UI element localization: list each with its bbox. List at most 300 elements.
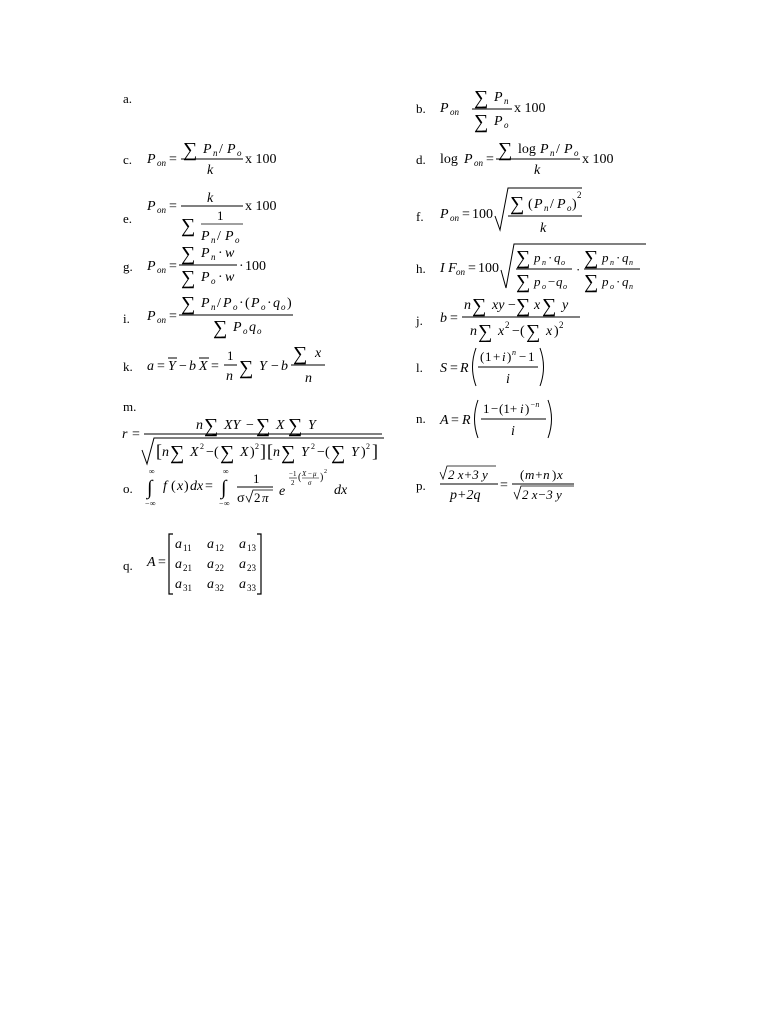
formula-j-exp2: 2 bbox=[559, 320, 564, 330]
matrix-cell-33: a bbox=[239, 577, 246, 592]
svg-text:·: · bbox=[616, 250, 621, 265]
svg-text:(: ( bbox=[245, 296, 250, 311]
formula-i-num4: q bbox=[273, 296, 280, 311]
svg-text:−: − bbox=[512, 324, 520, 339]
formula-p-num: 2 x+3 y bbox=[448, 467, 488, 482]
formula-d-num-sub: n bbox=[550, 148, 555, 158]
svg-text:·: · bbox=[239, 296, 244, 311]
formula-f-num-sub: n bbox=[544, 203, 549, 213]
svg-text:=: = bbox=[486, 152, 494, 167]
formula-e-inner-den: P bbox=[201, 229, 210, 244]
svg-text:(: ( bbox=[528, 197, 533, 212]
formula-d bbox=[438, 136, 628, 181]
formula-c bbox=[145, 136, 285, 181]
item-label-d: d. bbox=[416, 152, 426, 167]
formula-o-e: e bbox=[279, 484, 286, 499]
formula-c-num: P bbox=[203, 142, 212, 157]
formula-g-num-dot: · bbox=[218, 246, 223, 261]
formula-l-den: i bbox=[506, 372, 510, 387]
formula-h-dq2-sub: n bbox=[629, 282, 633, 291]
formula-e-inner-num: 1 bbox=[217, 208, 224, 223]
formula-p-den: p+2q bbox=[450, 488, 481, 503]
formula-d-tail: x 100 bbox=[582, 152, 614, 167]
item-label-o: o. bbox=[123, 481, 133, 496]
matrix-cell-23: a bbox=[239, 557, 246, 572]
formula-l-exp: n bbox=[512, 348, 516, 357]
formula-e-sum: ∑ bbox=[181, 215, 196, 237]
formula-g bbox=[145, 240, 275, 290]
formula-g-lhs-sub: on bbox=[157, 265, 166, 275]
svg-text:∑: ∑ bbox=[239, 357, 254, 379]
matrix-q bbox=[175, 537, 257, 593]
formula-g-dot: · bbox=[239, 259, 244, 274]
formula-i-num4-sub: o bbox=[281, 302, 286, 312]
formula-g-num-sub: n bbox=[211, 252, 216, 262]
svg-text:): ) bbox=[184, 479, 189, 494]
formula-h-sum2: ∑ bbox=[516, 271, 531, 293]
formula-b-num-sub: n bbox=[504, 96, 509, 106]
formula-h-q2: q bbox=[622, 250, 629, 265]
svg-text:): ) bbox=[554, 324, 559, 339]
formula-o-two: 2 bbox=[254, 490, 261, 505]
svg-text:σ: σ bbox=[308, 479, 312, 487]
svg-text:∑: ∑ bbox=[293, 343, 308, 365]
formula-f-sum: ∑ bbox=[510, 193, 525, 215]
formula-o-mu: μ bbox=[313, 470, 317, 478]
formula-c-lhs-sub: on bbox=[157, 158, 166, 168]
svg-text:−: − bbox=[145, 499, 150, 508]
formula-m-den-n1: n bbox=[162, 445, 169, 460]
formula-f-den: k bbox=[540, 221, 547, 236]
svg-text:2: 2 bbox=[311, 442, 315, 451]
formula-l-i: i bbox=[502, 349, 506, 364]
svg-text:=: = bbox=[169, 199, 177, 214]
formula-o-dx2: dx bbox=[334, 483, 348, 498]
formula-i-num2-sub: o bbox=[233, 302, 238, 312]
svg-text:∑: ∑ bbox=[220, 442, 235, 464]
formula-h-d1: p bbox=[534, 274, 541, 289]
formula-m-den-X: X bbox=[190, 445, 199, 460]
formula-f-num: P bbox=[534, 197, 543, 212]
svg-text:∞: ∞ bbox=[150, 499, 156, 508]
formula-e bbox=[145, 188, 285, 246]
formula-e-lhs: P bbox=[147, 199, 156, 214]
svg-text:(: ( bbox=[520, 324, 525, 339]
svg-text:·: · bbox=[267, 296, 272, 311]
formula-n-lhs: A bbox=[440, 413, 449, 428]
formula-p-rnum-x: x bbox=[557, 467, 563, 482]
svg-text:·: · bbox=[548, 250, 553, 265]
formula-b-den-sum: ∑ bbox=[474, 111, 489, 133]
svg-text:−: − bbox=[308, 470, 312, 478]
svg-text:/: / bbox=[550, 197, 554, 212]
formula-o-int2: ∫ bbox=[221, 477, 227, 499]
formula-c-tail: x 100 bbox=[245, 152, 277, 167]
item-label-b: b. bbox=[416, 101, 426, 116]
formula-f-exp: 2 bbox=[577, 190, 582, 200]
svg-text:(: ( bbox=[480, 349, 485, 364]
formula-m-den-Y: Y bbox=[301, 445, 309, 460]
formula-m-num-Y: Y bbox=[308, 418, 316, 433]
matrix-cell-sub-13: 13 bbox=[247, 543, 256, 553]
formula-g-den-w: w bbox=[225, 270, 235, 285]
formula-n bbox=[438, 396, 558, 442]
formula-d-lhs-sub: on bbox=[474, 158, 483, 168]
svg-text:=: = bbox=[169, 259, 177, 274]
matrix-cell-11: a bbox=[175, 537, 182, 552]
svg-text:(: ( bbox=[520, 467, 525, 482]
formula-g-den: P bbox=[201, 270, 210, 285]
formula-h-coef: 100 bbox=[478, 261, 499, 276]
matrix-cell-32: a bbox=[207, 577, 214, 592]
svg-text:·: · bbox=[616, 274, 621, 289]
formula-o-one: 1 bbox=[253, 471, 260, 486]
formula-c-num2-sub: o bbox=[237, 148, 242, 158]
item-label-g: g. bbox=[123, 259, 133, 274]
svg-text:∑: ∑ bbox=[204, 415, 219, 437]
formula-h-n2-sub: n bbox=[610, 258, 614, 267]
item-label-p: p. bbox=[416, 478, 426, 493]
formula-k-b: b bbox=[189, 359, 196, 374]
formula-i-den2: q bbox=[249, 320, 256, 335]
item-label-j: j. bbox=[416, 313, 423, 328]
formula-m-num-X: X bbox=[276, 418, 285, 433]
svg-text:=: = bbox=[205, 479, 213, 494]
matrix-cell-sub-22: 22 bbox=[215, 563, 224, 573]
svg-text:=: = bbox=[157, 359, 165, 374]
formula-i-num2: P bbox=[223, 296, 232, 311]
formula-m bbox=[122, 412, 387, 468]
formula-d-log: log bbox=[440, 152, 458, 167]
formula-o-pi: π bbox=[262, 490, 269, 505]
formula-j-num-y: y bbox=[562, 298, 569, 313]
svg-text:]: ] bbox=[260, 441, 266, 461]
formula-k-b2: b bbox=[281, 359, 288, 374]
formula-j-num-xy: xy bbox=[492, 298, 505, 313]
formula-c-num2: P bbox=[227, 142, 236, 157]
formula-d-lhs: P bbox=[464, 152, 473, 167]
item-label-i: i. bbox=[123, 311, 130, 326]
svg-text:∑: ∑ bbox=[281, 442, 296, 464]
formula-h-sum4: ∑ bbox=[584, 271, 599, 293]
formula-p-rnum-m: m+n bbox=[525, 467, 550, 482]
formula-i-den-sub: o bbox=[243, 326, 248, 336]
formula-b-den-sub: o bbox=[504, 120, 509, 130]
svg-text:2: 2 bbox=[255, 442, 259, 451]
item-label-n: n. bbox=[416, 411, 426, 426]
formula-h-dq1-sub: o bbox=[563, 282, 567, 291]
matrix-cell-sub-31: 31 bbox=[183, 583, 192, 593]
formula-n-one: 1 bbox=[483, 401, 490, 416]
formula-g-den-sum: ∑ bbox=[181, 267, 196, 289]
svg-text:(1+: (1+ bbox=[499, 401, 518, 416]
svg-text:·: · bbox=[576, 262, 581, 277]
svg-text:): ) bbox=[250, 445, 255, 460]
formula-o-X: X bbox=[302, 470, 307, 478]
formula-h-d2-sub: o bbox=[610, 282, 614, 291]
formula-i-den: P bbox=[233, 320, 242, 335]
formula-n-R: R bbox=[462, 413, 471, 428]
item-label-a: a. bbox=[123, 91, 133, 106]
svg-text:−: − bbox=[246, 418, 254, 433]
formula-d-num2: P bbox=[564, 142, 573, 157]
svg-text:/: / bbox=[217, 296, 221, 311]
formula-i-lhs: P bbox=[147, 309, 156, 324]
formula-n-exp: −n bbox=[530, 400, 540, 409]
svg-text:=: = bbox=[500, 478, 508, 493]
matrix-cell-sub-21: 21 bbox=[183, 563, 192, 573]
formula-h-lhs-sub: on bbox=[456, 267, 465, 277]
svg-text:(: ( bbox=[298, 472, 302, 483]
formula-k bbox=[145, 340, 335, 388]
formula-m-den-Y2: Y bbox=[351, 445, 359, 460]
svg-text:): ) bbox=[572, 197, 577, 212]
formula-k-Y: Y bbox=[259, 359, 267, 374]
svg-text:): ) bbox=[507, 349, 512, 364]
formula-e-tail: x 100 bbox=[245, 199, 277, 214]
formula-i-num-sub: n bbox=[211, 302, 216, 312]
formula-d-num: P bbox=[540, 142, 549, 157]
formula-h-dq1: q bbox=[556, 274, 563, 289]
svg-text:∑: ∑ bbox=[170, 442, 185, 464]
formula-d-num2-sub: o bbox=[574, 148, 579, 158]
svg-text:[: [ bbox=[267, 441, 273, 461]
svg-text:−: − bbox=[519, 349, 527, 364]
svg-text:1: 1 bbox=[528, 349, 535, 364]
formula-b-den: P bbox=[494, 114, 503, 129]
formula-m-den-X2: X bbox=[240, 445, 249, 460]
formula-n-den: i bbox=[511, 424, 515, 439]
formula-k-ybar: Y bbox=[168, 359, 176, 374]
svg-text:−: − bbox=[206, 445, 214, 460]
svg-text:−: − bbox=[548, 274, 556, 289]
formula-o-upper2: ∞ bbox=[223, 467, 229, 476]
formula-h bbox=[438, 238, 653, 296]
formula-n-i: i bbox=[520, 401, 524, 416]
formula-m-num-n: n bbox=[196, 418, 203, 433]
formula-l bbox=[438, 344, 558, 390]
formula-g-lhs: P bbox=[147, 259, 156, 274]
svg-text:=: = bbox=[169, 152, 177, 167]
formula-d-num-log: log bbox=[518, 142, 536, 157]
formula-d-slash: / bbox=[556, 142, 560, 157]
matrix-cell-13: a bbox=[239, 537, 246, 552]
matrix-cell-31: a bbox=[175, 577, 182, 592]
item-label-h: h. bbox=[416, 261, 426, 276]
svg-text:): ) bbox=[320, 472, 324, 483]
item-label-l: l. bbox=[416, 360, 423, 375]
formula-j-lhs: b bbox=[440, 311, 447, 326]
formula-o-f: f bbox=[163, 479, 167, 494]
formula-e-lhs-sub: on bbox=[157, 205, 166, 215]
formula-k-lhs: a bbox=[147, 359, 154, 374]
item-label-q: q. bbox=[123, 558, 133, 573]
formula-j-num-x: x bbox=[534, 298, 541, 313]
matrix-cell-sub-11: 11 bbox=[183, 543, 192, 553]
formula-h-n1: p bbox=[534, 250, 541, 265]
formula-f-lhs-sub: on bbox=[450, 213, 459, 223]
matrix-cell-sub-23: 23 bbox=[247, 563, 256, 573]
matrix-cell-sub-33: 33 bbox=[247, 583, 256, 593]
formula-p bbox=[438, 462, 583, 506]
formula-o-dx: dx bbox=[190, 479, 204, 494]
formula-i-num: P bbox=[201, 296, 210, 311]
formula-m-lhs: r bbox=[122, 427, 128, 442]
formula-b-lhs-sub: on bbox=[450, 107, 459, 117]
svg-text:−: − bbox=[219, 499, 224, 508]
formula-c-sum: ∑ bbox=[183, 139, 198, 161]
svg-text:=: = bbox=[462, 207, 470, 222]
formula-j-exp1: 2 bbox=[505, 320, 510, 330]
svg-text:=: = bbox=[450, 361, 458, 376]
formula-h-q1: q bbox=[554, 250, 561, 265]
svg-text:): ) bbox=[287, 296, 292, 311]
formula-j bbox=[438, 292, 588, 342]
formula-i-den2-sub: o bbox=[257, 326, 262, 336]
svg-text:=: = bbox=[450, 311, 458, 326]
item-label-c: c. bbox=[123, 152, 133, 167]
svg-text:=: = bbox=[158, 555, 166, 570]
svg-text:2: 2 bbox=[200, 442, 204, 451]
formula-o-x: x bbox=[177, 479, 184, 494]
matrix-cell-sub-12: 12 bbox=[215, 543, 224, 553]
formula-k-one: 1 bbox=[227, 348, 234, 363]
formula-m-num-XY: XY bbox=[224, 418, 241, 433]
svg-text:(: ( bbox=[325, 445, 330, 460]
svg-text:2: 2 bbox=[366, 442, 370, 451]
formula-g-tail: 100 bbox=[245, 259, 266, 274]
svg-text:−: − bbox=[317, 445, 325, 460]
item-label-f: f. bbox=[416, 209, 424, 224]
formula-f-lhs: P bbox=[440, 207, 449, 222]
formula-l-R: R bbox=[460, 361, 469, 376]
svg-text:[: [ bbox=[156, 441, 162, 461]
formula-e-num: k bbox=[207, 191, 214, 206]
svg-text:/: / bbox=[217, 229, 221, 244]
formula-g-num-sum: ∑ bbox=[181, 243, 196, 265]
formula-i-num3-sub: o bbox=[261, 302, 266, 312]
formula-k-n2: n bbox=[305, 371, 312, 386]
svg-text:∞: ∞ bbox=[224, 499, 230, 508]
formula-h-n1-sub: n bbox=[542, 258, 546, 267]
matrix-cell-22: a bbox=[207, 557, 214, 572]
formula-b bbox=[438, 84, 558, 134]
formula-g-den-sub: o bbox=[211, 276, 216, 286]
item-label-e: e. bbox=[123, 211, 133, 226]
formula-j-den-n: n bbox=[470, 324, 477, 339]
formula-q bbox=[145, 530, 270, 598]
formula-c-slash: / bbox=[219, 142, 223, 157]
formula-h-lhs: I F bbox=[440, 261, 457, 276]
formula-o-upper1: ∞ bbox=[149, 467, 155, 476]
svg-text:=: = bbox=[451, 413, 459, 428]
formula-h-sum1: ∑ bbox=[516, 247, 531, 269]
svg-text:∑: ∑ bbox=[516, 295, 531, 317]
formula-f bbox=[438, 186, 598, 240]
formula-j-den-x2: x bbox=[546, 324, 553, 339]
svg-text:=: = bbox=[132, 427, 140, 442]
formula-b-num-sum: ∑ bbox=[474, 87, 489, 109]
formula-k-xbar: X bbox=[199, 359, 208, 374]
formula-o bbox=[143, 466, 353, 510]
formula-h-q2-sub: n bbox=[629, 258, 633, 267]
formula-i-num3: P bbox=[251, 296, 260, 311]
svg-text:2: 2 bbox=[324, 469, 327, 475]
formula-c-num-sub: n bbox=[213, 148, 218, 158]
svg-text:(: ( bbox=[171, 479, 176, 494]
item-label-m: m. bbox=[123, 399, 137, 414]
formula-h-dq2: q bbox=[622, 274, 629, 289]
formula-b-tail: x 100 bbox=[514, 101, 546, 116]
formula-p-rden: 2 x−3 y bbox=[522, 487, 562, 502]
matrix-cell-sub-32: 32 bbox=[215, 583, 224, 593]
formula-l-lhs: S bbox=[440, 361, 447, 376]
formula-h-n2: p bbox=[602, 250, 609, 265]
svg-text:∑: ∑ bbox=[542, 295, 557, 317]
formula-i-num-sum: ∑ bbox=[181, 293, 196, 315]
formula-g-num: P bbox=[201, 246, 210, 261]
formula-b-lhs: P bbox=[440, 101, 449, 116]
svg-text:=: = bbox=[468, 261, 476, 276]
formula-c-den: k bbox=[207, 163, 214, 178]
formula-o-sigma: σ bbox=[237, 491, 245, 506]
svg-text:−: − bbox=[491, 401, 499, 416]
formula-q-lhs: A bbox=[147, 555, 156, 570]
formula-g-num-w: w bbox=[225, 246, 235, 261]
matrix-cell-12: a bbox=[207, 537, 214, 552]
svg-text:∑: ∑ bbox=[288, 415, 303, 437]
formula-h-sum3: ∑ bbox=[584, 247, 599, 269]
formula-i-lhs-sub: on bbox=[157, 315, 166, 325]
formula-j-den-x: x bbox=[498, 324, 505, 339]
formula-j-num-n: n bbox=[464, 298, 471, 313]
svg-text:): ) bbox=[552, 467, 557, 482]
formula-d-den: k bbox=[534, 163, 541, 178]
svg-text:=: = bbox=[211, 359, 219, 374]
formula-c-lhs: P bbox=[147, 152, 156, 167]
svg-text:): ) bbox=[525, 401, 530, 416]
formula-k-x: x bbox=[315, 346, 322, 361]
formula-l-one: 1 bbox=[485, 349, 492, 364]
formula-o-int1: ∫ bbox=[147, 477, 153, 499]
svg-text:∑: ∑ bbox=[256, 415, 271, 437]
formula-e-inner-den2: P bbox=[225, 229, 234, 244]
formula-h-d1-sub: o bbox=[542, 282, 546, 291]
matrix-cell-21: a bbox=[175, 557, 182, 572]
formula-h-q1-sub: o bbox=[561, 258, 565, 267]
formula-f-coef: 100 bbox=[472, 207, 493, 222]
formula-f-num2-sub: o bbox=[567, 203, 572, 213]
svg-text:+: + bbox=[493, 349, 501, 364]
formula-o-neg1: −1 bbox=[289, 470, 297, 478]
formula-h-d2: p bbox=[602, 274, 609, 289]
formula-i-den-sum: ∑ bbox=[213, 317, 228, 339]
svg-text:∑: ∑ bbox=[478, 321, 493, 342]
formula-d-sum: ∑ bbox=[498, 139, 513, 161]
svg-text:): ) bbox=[361, 445, 366, 460]
formula-f-num2: P bbox=[557, 197, 566, 212]
formula-e-inner-den2-sub: o bbox=[235, 235, 240, 245]
formula-g-den-dot: · bbox=[218, 270, 223, 285]
formula-i bbox=[145, 290, 305, 340]
item-label-k: k. bbox=[123, 359, 133, 374]
svg-text:(: ( bbox=[214, 445, 219, 460]
svg-text:∑: ∑ bbox=[331, 442, 346, 464]
formula-k-n: n bbox=[226, 369, 233, 384]
svg-text:∑: ∑ bbox=[526, 321, 541, 342]
formula-e-inner-den-sub: n bbox=[211, 235, 216, 245]
svg-text:−: − bbox=[271, 359, 279, 374]
